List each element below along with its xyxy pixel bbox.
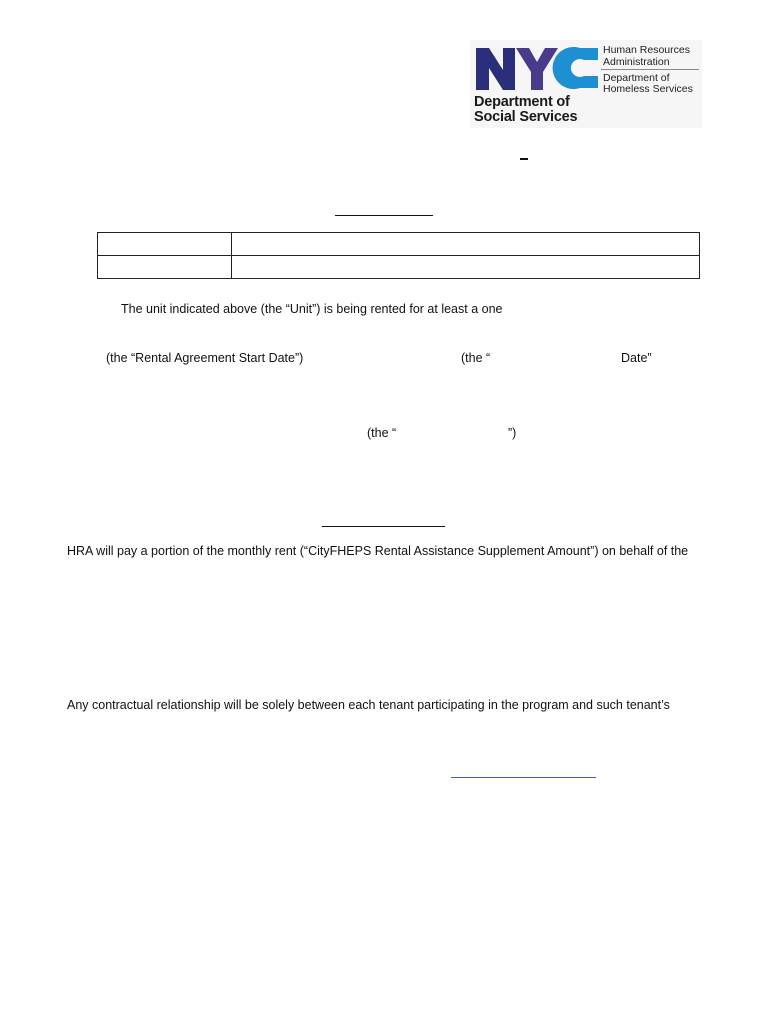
nyc-wordmark-icon	[472, 44, 602, 94]
para1-line1: The unit indicated above (the “Unit”) is being rented for at least a one	[121, 302, 503, 316]
para1-date-quote: Date”	[621, 351, 652, 365]
para1-close-quote: ”)	[508, 426, 517, 440]
logo-agency1-line2: Administration	[603, 56, 670, 68]
unit-info-table	[97, 232, 700, 279]
para1-the-quote: (the “	[461, 351, 491, 365]
logo-agency1-line1: Human Resources	[603, 44, 690, 56]
logo-agency2-line1: Department of	[603, 72, 670, 84]
logo-divider	[601, 69, 699, 70]
table-row	[98, 256, 700, 279]
table-cell-label[interactable]	[98, 256, 232, 279]
section-heading-underline-2	[322, 526, 445, 527]
logo-department-line2: Social Services	[474, 109, 578, 125]
para1-rental-start-date: (the “Rental Agreement Start Date”)	[106, 351, 304, 365]
logo-agency2-line2: Homeless Services	[603, 83, 693, 95]
section-heading-underline	[335, 215, 433, 216]
table-cell-value[interactable]	[232, 256, 700, 279]
para2-line1: HRA will pay a portion of the monthly rent (“CityFHEPS Rental Assistance Supplement Amount”) on behalf of the	[67, 544, 689, 558]
para3-line1: Any contractual relationship will be solely between each tenant participating in the program and such tenant’s	[67, 698, 670, 712]
nyc-dss-logo	[470, 40, 702, 128]
table-cell-label[interactable]	[98, 233, 232, 256]
title-dash	[520, 158, 528, 160]
logo-department-line1: Department of	[474, 94, 570, 110]
table-row	[98, 233, 700, 256]
hyperlink-underline[interactable]	[451, 777, 596, 778]
para1-the-quote-2: (the “	[367, 426, 397, 440]
table-cell-value[interactable]	[232, 233, 700, 256]
